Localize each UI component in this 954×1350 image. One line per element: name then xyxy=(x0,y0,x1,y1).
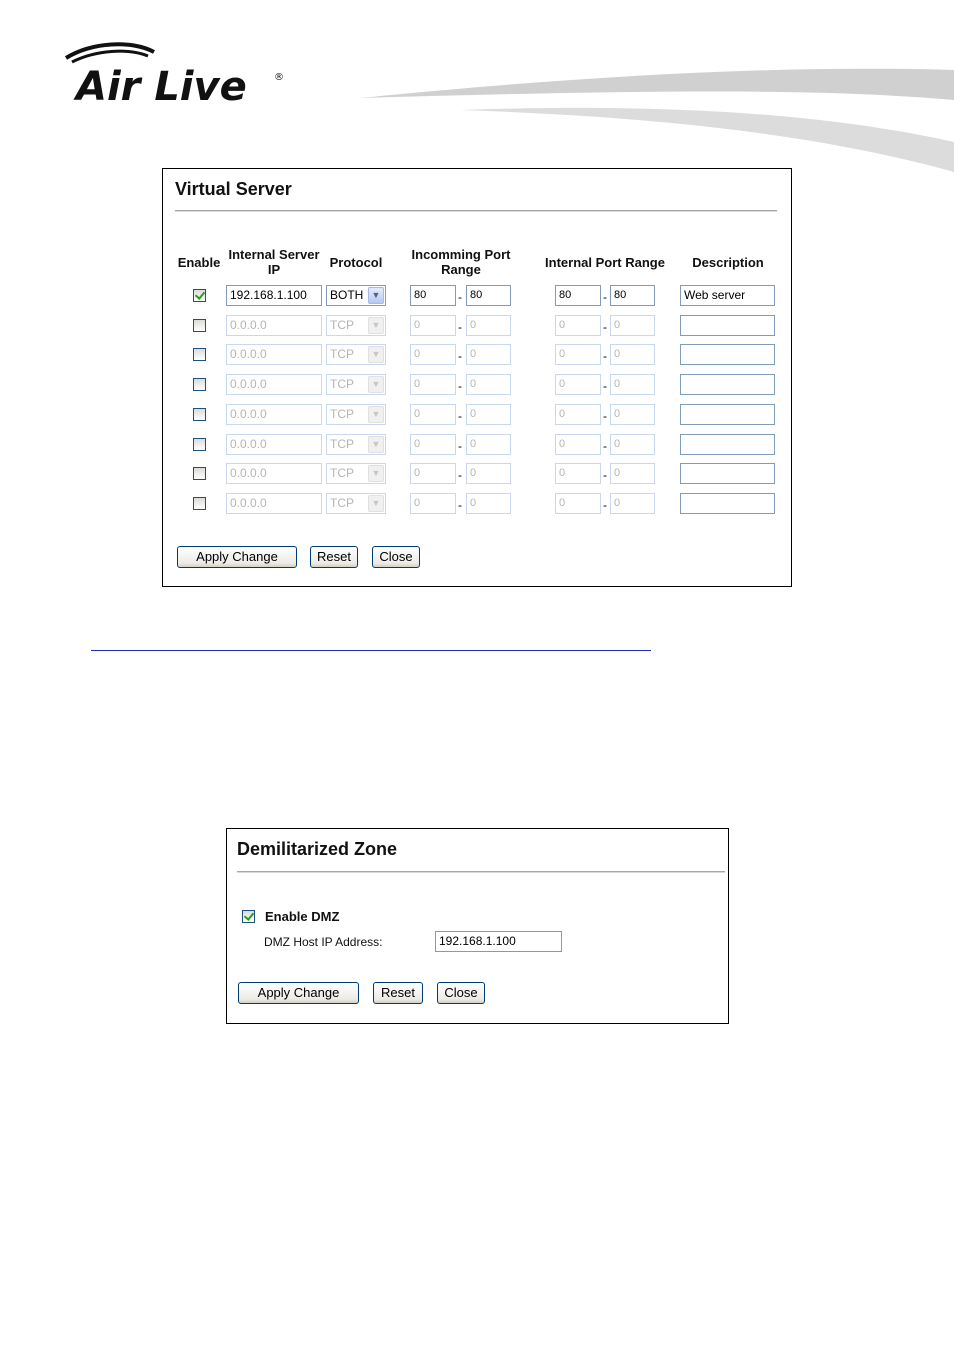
internal-port-from-input[interactable]: 0 xyxy=(555,434,601,455)
chevron-down-icon: ▼ xyxy=(368,465,384,482)
chevron-down-icon: ▼ xyxy=(368,495,384,512)
internal-ip-input[interactable]: 0.0.0.0 xyxy=(226,315,322,336)
close-button[interactable]: Close xyxy=(437,982,485,1004)
incoming-port-from-input[interactable]: 80 xyxy=(410,285,456,306)
port-range-separator: - xyxy=(603,498,607,512)
header-incoming-port: Incomming Port Range xyxy=(411,247,511,277)
row-enable-checkbox[interactable] xyxy=(193,319,206,332)
chevron-down-icon: ▼ xyxy=(368,317,384,334)
incoming-port-from-input[interactable]: 0 xyxy=(410,493,456,514)
dmz-panel xyxy=(226,828,729,1024)
internal-port-to-input[interactable]: 80 xyxy=(610,285,655,306)
chevron-down-icon: ▼ xyxy=(368,376,384,393)
incoming-port-from-input[interactable]: 0 xyxy=(410,344,456,365)
internal-port-to-input[interactable]: 0 xyxy=(610,493,655,514)
internal-ip-input[interactable]: 0.0.0.0 xyxy=(226,434,322,455)
apply-change-button[interactable]: Apply Change xyxy=(177,546,297,568)
row-enable-checkbox[interactable] xyxy=(193,467,206,480)
incoming-port-from-input[interactable]: 0 xyxy=(410,374,456,395)
incoming-port-to-input[interactable]: 80 xyxy=(466,285,511,306)
internal-ip-input[interactable]: 0.0.0.0 xyxy=(226,463,322,484)
description-input[interactable] xyxy=(680,404,775,425)
internal-port-to-input[interactable]: 0 xyxy=(610,344,655,365)
port-range-separator: - xyxy=(458,439,462,453)
internal-port-from-input[interactable]: 0 xyxy=(555,344,601,365)
incoming-port-to-input[interactable]: 0 xyxy=(466,374,511,395)
header-internal-ip: Internal Server IP xyxy=(228,247,320,277)
virtual-server-panel xyxy=(162,168,792,587)
header-enable: Enable xyxy=(177,255,221,270)
dmz-host-ip-input[interactable]: 192.168.1.100 xyxy=(435,931,562,952)
row-enable-checkbox[interactable] xyxy=(193,378,206,391)
description-input[interactable] xyxy=(680,315,775,336)
incoming-port-to-input[interactable]: 0 xyxy=(466,344,511,365)
description-input[interactable] xyxy=(680,374,775,395)
protocol-value: TCP xyxy=(330,496,354,510)
enable-dmz-checkbox[interactable] xyxy=(242,910,255,923)
description-input[interactable] xyxy=(680,463,775,484)
incoming-port-to-input[interactable]: 0 xyxy=(466,315,511,336)
enable-dmz-label: Enable DMZ xyxy=(265,909,340,924)
incoming-port-to-input[interactable]: 0 xyxy=(466,404,511,425)
internal-port-to-input[interactable]: 0 xyxy=(610,374,655,395)
port-range-separator: - xyxy=(458,320,462,334)
protocol-select[interactable] xyxy=(326,463,386,484)
panel-title: Virtual Server xyxy=(175,179,292,199)
chevron-down-icon: ▼ xyxy=(368,287,384,304)
row-enable-checkbox[interactable] xyxy=(193,497,206,510)
protocol-select[interactable] xyxy=(326,404,386,425)
incoming-port-to-input[interactable]: 0 xyxy=(466,434,511,455)
protocol-select[interactable] xyxy=(326,374,386,395)
internal-ip-input[interactable]: 0.0.0.0 xyxy=(226,344,322,365)
description-input[interactable] xyxy=(680,434,775,455)
protocol-select[interactable] xyxy=(326,315,386,336)
port-range-separator: - xyxy=(458,290,462,304)
incoming-port-to-input[interactable]: 0 xyxy=(466,493,511,514)
protocol-value: TCP xyxy=(330,437,354,451)
protocol-value: TCP xyxy=(330,377,354,391)
port-range-separator: - xyxy=(603,349,607,363)
incoming-port-from-input[interactable]: 0 xyxy=(410,463,456,484)
row-enable-checkbox[interactable] xyxy=(193,289,206,302)
title-divider xyxy=(175,210,777,212)
airlive-logo xyxy=(62,40,292,110)
internal-port-to-input[interactable]: 0 xyxy=(610,434,655,455)
reset-button[interactable]: Reset xyxy=(310,546,358,568)
chevron-down-icon: ▼ xyxy=(368,346,384,363)
apply-change-button[interactable]: Apply Change xyxy=(238,982,359,1004)
svg-text:Air Live: Air Live xyxy=(76,64,247,110)
incoming-port-from-input[interactable]: 0 xyxy=(410,404,456,425)
internal-port-to-input[interactable]: 0 xyxy=(610,315,655,336)
internal-port-from-input[interactable]: 0 xyxy=(555,463,601,484)
row-enable-checkbox[interactable] xyxy=(193,348,206,361)
internal-ip-input[interactable]: 0.0.0.0 xyxy=(226,493,322,514)
description-input[interactable] xyxy=(680,493,775,514)
port-range-separator: - xyxy=(603,409,607,423)
description-input[interactable]: Web server xyxy=(680,285,775,306)
internal-port-to-input[interactable]: 0 xyxy=(610,463,655,484)
internal-port-from-input[interactable]: 0 xyxy=(555,315,601,336)
port-range-separator: - xyxy=(458,498,462,512)
close-button[interactable]: Close xyxy=(372,546,420,568)
svg-text:®: ® xyxy=(274,72,284,83)
header-internal-port: Internal Port Range xyxy=(545,255,665,270)
reset-button[interactable]: Reset xyxy=(373,982,423,1004)
port-range-separator: - xyxy=(603,290,607,304)
internal-port-from-input[interactable]: 80 xyxy=(555,285,601,306)
incoming-port-to-input[interactable]: 0 xyxy=(466,463,511,484)
internal-port-from-input[interactable]: 0 xyxy=(555,374,601,395)
header-swoosh-decoration xyxy=(340,60,954,180)
protocol-select[interactable] xyxy=(326,285,386,306)
chevron-down-icon: ▼ xyxy=(368,406,384,423)
protocol-value: TCP xyxy=(330,347,354,361)
panel-title: Demilitarized Zone xyxy=(237,839,398,859)
protocol-value: TCP xyxy=(330,466,354,480)
protocol-value: BOTH xyxy=(330,288,364,302)
protocol-value: TCP xyxy=(330,407,354,421)
dmz-host-ip-label: DMZ Host IP Address: xyxy=(264,935,383,949)
row-enable-checkbox[interactable] xyxy=(193,408,206,421)
protocol-value: TCP xyxy=(330,318,354,332)
row-enable-checkbox[interactable] xyxy=(193,438,206,451)
port-range-separator: - xyxy=(603,320,607,334)
internal-ip-input[interactable]: 0.0.0.0 xyxy=(226,374,322,395)
header-description: Description xyxy=(692,255,764,270)
chevron-down-icon: ▼ xyxy=(368,436,384,453)
internal-port-from-input[interactable]: 0 xyxy=(555,404,601,425)
incoming-port-from-input[interactable]: 0 xyxy=(410,315,456,336)
description-input[interactable] xyxy=(680,344,775,365)
port-range-separator: - xyxy=(458,379,462,393)
protocol-select[interactable] xyxy=(326,344,386,365)
link-underline-rule xyxy=(91,650,651,651)
incoming-port-from-input[interactable]: 0 xyxy=(410,434,456,455)
internal-ip-input[interactable]: 0.0.0.0 xyxy=(226,404,322,425)
protocol-select[interactable] xyxy=(326,434,386,455)
port-range-separator: - xyxy=(603,468,607,482)
port-range-separator: - xyxy=(603,439,607,453)
port-range-separator: - xyxy=(458,409,462,423)
title-divider xyxy=(237,871,725,873)
protocol-select[interactable] xyxy=(326,493,386,514)
header-protocol: Protocol xyxy=(329,255,383,270)
internal-port-from-input[interactable]: 0 xyxy=(555,493,601,514)
port-range-separator: - xyxy=(458,468,462,482)
internal-port-to-input[interactable]: 0 xyxy=(610,404,655,425)
internal-ip-input[interactable]: 192.168.1.100 xyxy=(226,285,322,306)
port-range-separator: - xyxy=(458,349,462,363)
port-range-separator: - xyxy=(603,379,607,393)
